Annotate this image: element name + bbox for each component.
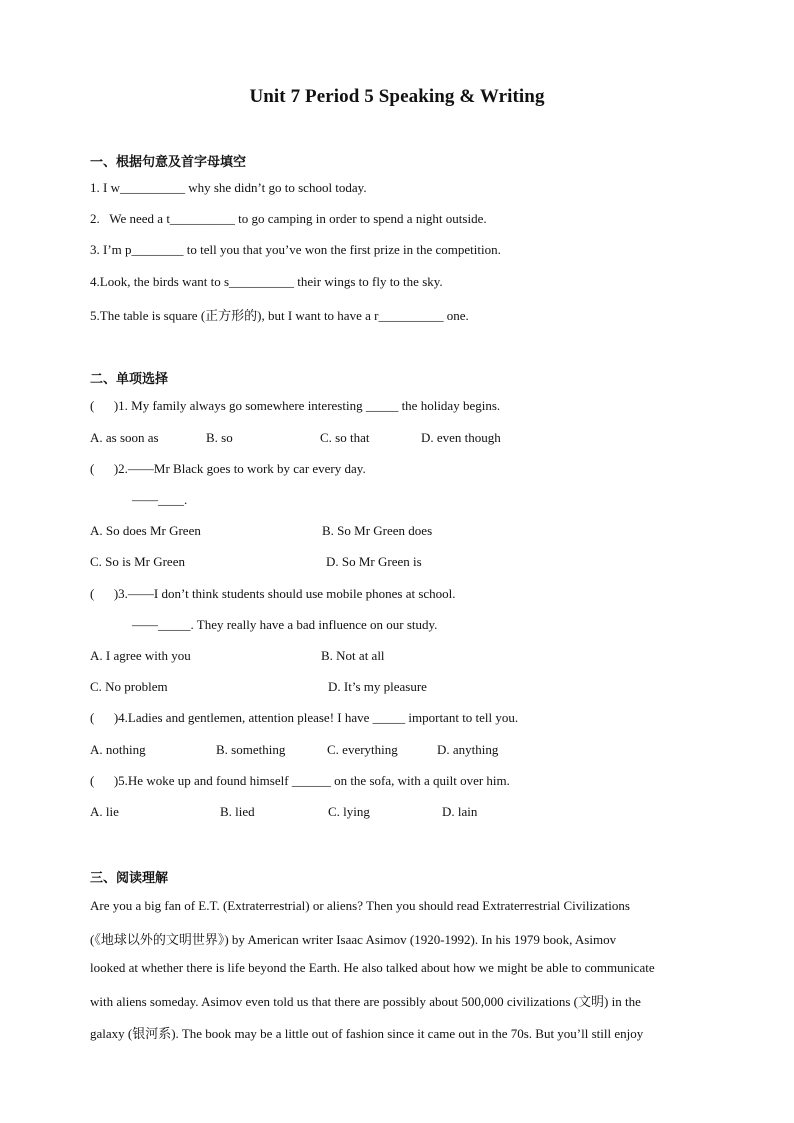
fill-blank-item-5: 5.The table is square (正方形的), but I want to have a r__________ one. <box>90 308 469 323</box>
fill-blank-item-4: 4.Look, the birds want to s__________ their wings to fly to the sky. <box>90 274 443 289</box>
fill-blank-item-1: 1. I w__________ why she didn’t go to school today. <box>90 180 367 195</box>
q2-option-c: C. So is Mr Green <box>90 554 185 569</box>
reading-line-2: (《地球以外的文明世界》) by American writer Isaac Asimov (1920-1992). In his 1979 book, Asimov <box>90 932 617 947</box>
q1-option-b: B. so <box>206 430 233 445</box>
fill-blank-item-2: 2. We need a t__________ to go camping in order to spend a night outside. <box>90 211 487 226</box>
reading-line-1: Are you a big fan of E.T. (Extraterrestrial) or aliens? Then you should read Extraterrestrial Civilizations <box>90 898 630 913</box>
fill-blank-item-3: 3. I’m p________ to tell you that you’ve won the first prize in the competition. <box>90 242 501 257</box>
reading-line-5: galaxy (银河系). The book may be a little out of fashion since it came out in the 70s. But you’ll still enjoy <box>90 1026 644 1041</box>
q4-option-c: C. everything <box>327 742 398 757</box>
q3-option-c: C. No problem <box>90 679 168 694</box>
q1-option-c: C. so that <box>320 430 370 445</box>
q5-option-b: B. lied <box>220 804 255 819</box>
q2-option-d: D. So Mr Green is <box>326 554 422 569</box>
question-5: ( )5.He woke up and found himself ______ on the sofa, with a quilt over him. <box>90 773 510 788</box>
q5-option-c: C. lying <box>328 804 370 819</box>
q3-option-d: D. It’s my pleasure <box>328 679 427 694</box>
reading-line-3: looked at whether there is life beyond the Earth. He also talked about how we might be able to communicate <box>90 960 655 975</box>
question-3-reply: ——_____. They really have a bad influence on our study. <box>132 617 438 632</box>
q2-option-a: A. So does Mr Green <box>90 523 201 538</box>
section-heading-fill-blanks: 一、根据句意及首字母填空 <box>90 155 247 170</box>
q4-option-d: D. anything <box>437 742 499 757</box>
q5-option-a: A. lie <box>90 804 119 819</box>
q4-option-b: B. something <box>216 742 286 757</box>
reading-line-4: with aliens someday. Asimov even told us that there are possibly about 500,000 civilizations (文明) in the <box>90 994 641 1009</box>
page-title: Unit 7 Period 5 Speaking & Writing <box>249 86 545 107</box>
section-heading-multiple-choice: 二、单项选择 <box>90 372 169 387</box>
question-2: ( )2.——Mr Black goes to work by car every day. <box>90 461 366 476</box>
question-4: ( )4.Ladies and gentlemen, attention please! I have _____ important to tell you. <box>90 710 519 725</box>
q1-option-a: A. as soon as <box>90 430 159 445</box>
section-heading-reading: 三、阅读理解 <box>90 871 169 886</box>
question-3: ( )3.——I don’t think students should use mobile phones at school. <box>90 586 456 601</box>
q2-option-b: B. So Mr Green does <box>322 523 433 538</box>
question-2-reply: ——____. <box>132 492 188 507</box>
q3-option-a: A. I agree with you <box>90 648 191 663</box>
question-1: ( )1. My family always go somewhere interesting _____ the holiday begins. <box>90 398 501 413</box>
q4-option-a: A. nothing <box>90 742 146 757</box>
q5-option-d: D. lain <box>442 804 478 819</box>
q3-option-b: B. Not at all <box>321 648 385 663</box>
q1-option-d: D. even though <box>421 430 501 445</box>
